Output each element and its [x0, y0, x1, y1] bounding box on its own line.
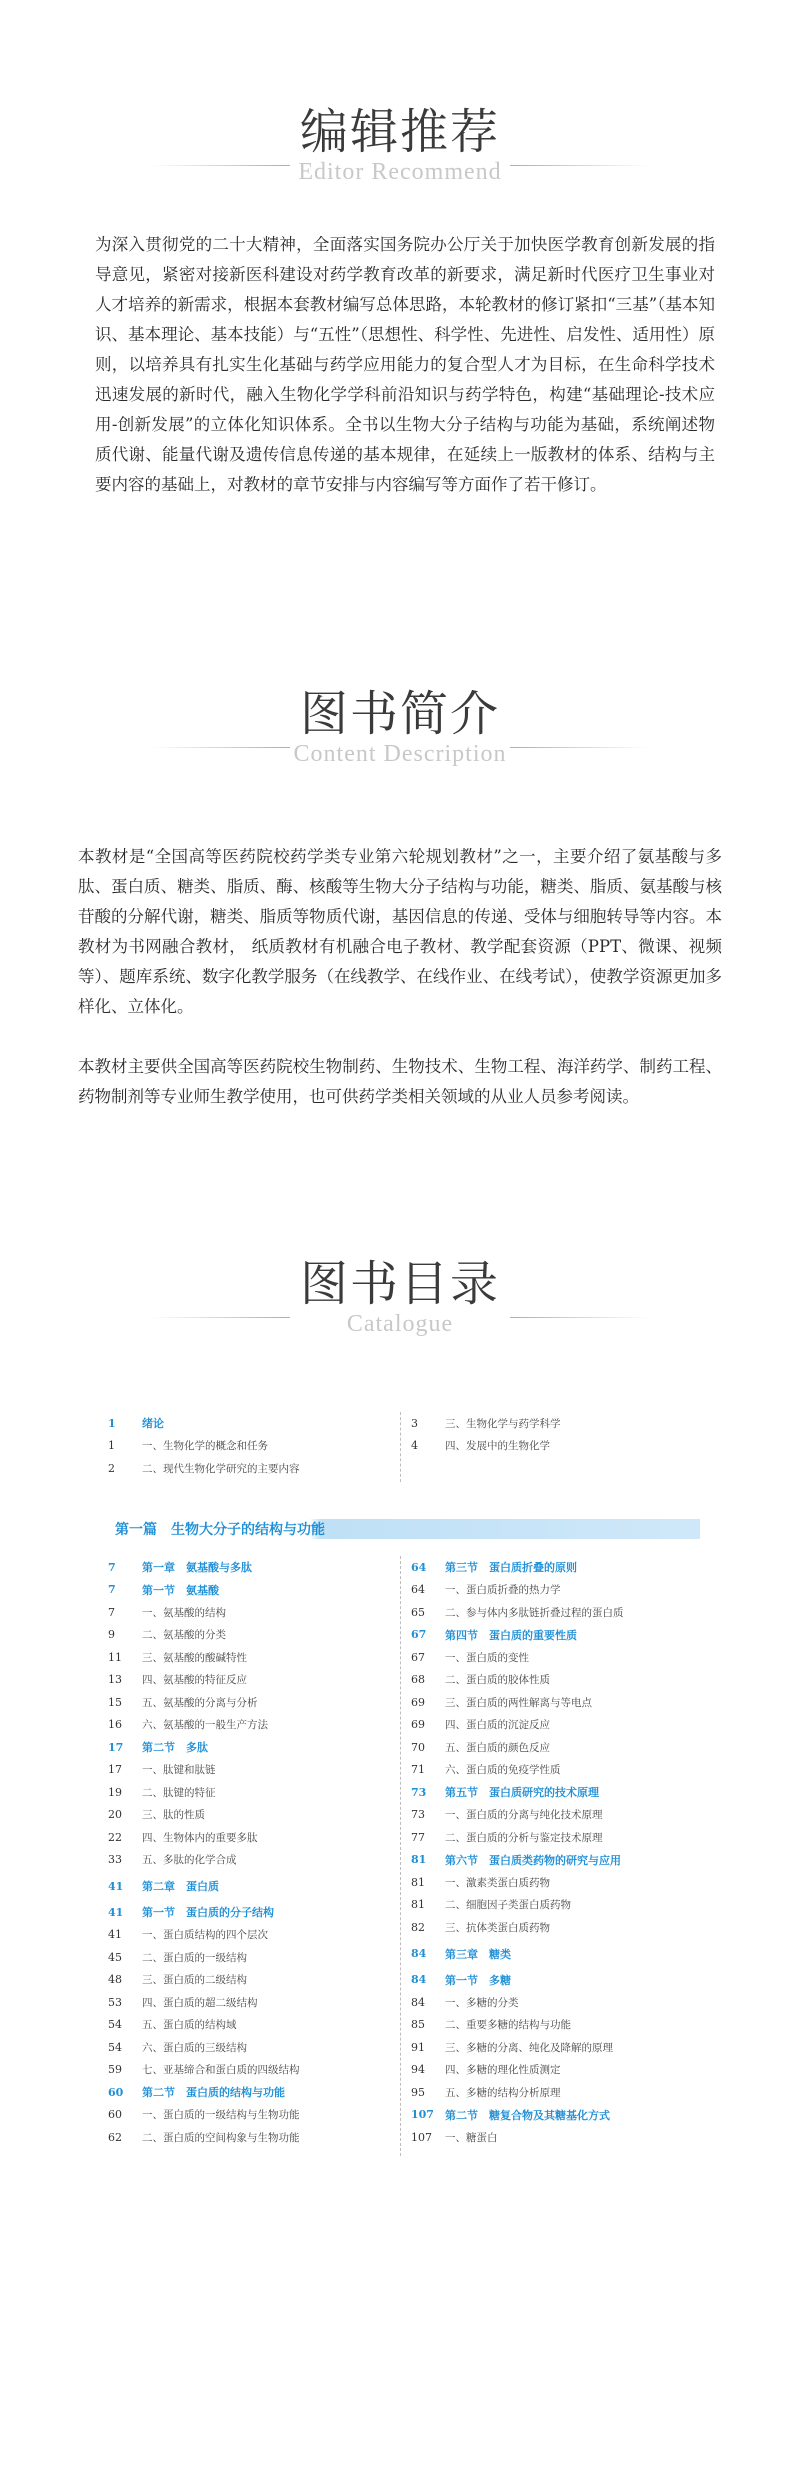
toc-page-number: 64: [411, 1560, 427, 1574]
editor-divider-left: [150, 165, 290, 166]
toc-entry: [411, 2126, 700, 2149]
toc-page-number: 2: [108, 1461, 115, 1475]
toc-page-number: 53: [108, 1995, 122, 2009]
toc-page-number: 94: [411, 2063, 425, 2077]
editor-header: [0, 104, 800, 185]
toc-entry-text: 四、蛋白质的超二级结构: [142, 1996, 258, 2009]
toc-entry-text: 第二节 多肽: [142, 1741, 208, 1755]
toc-page-number: 107: [411, 2130, 432, 2144]
toc-page-number: 17: [108, 1740, 124, 1754]
toc-entry-text: 四、生物体内的重要多肽: [142, 1831, 258, 1844]
toc-page-number: 41: [108, 1879, 124, 1893]
toc-entry-text: 第一节 蛋白质的分子结构: [142, 1906, 274, 1920]
toc-page-number: 81: [411, 1853, 427, 1867]
toc-entry-text: 三、肽的性质: [142, 1809, 205, 1822]
toc-entry: [108, 2104, 383, 2127]
toc-entry: [108, 1826, 383, 1849]
toc-entry-text: 第四节 蛋白质的重要性质: [445, 1628, 577, 1642]
toc-entry: [411, 2081, 700, 2104]
toc-page-number: 60: [108, 2085, 124, 2099]
toc-entry-text: 一、生物化学的概念和任务: [142, 1440, 268, 1453]
catalogue-toc-right: [411, 1556, 700, 2149]
catalogue-divider-left: [150, 1317, 290, 1318]
toc-heading-entry: [108, 1901, 383, 1924]
toc-page-number: 7: [108, 1560, 116, 1574]
toc-page-number: 68: [411, 1673, 425, 1687]
toc-entry: [411, 1826, 700, 1849]
toc-heading-entry: [411, 1781, 700, 1804]
toc-entry: [411, 1579, 700, 1602]
toc-entry-text: 二、肽键的特征: [142, 1786, 216, 1799]
toc-page-number: 82: [411, 1920, 425, 1934]
toc-entry-text: 五、蛋白质的颜色反应: [445, 1741, 550, 1754]
toc-heading-entry: [108, 1556, 383, 1579]
toc-entry: [411, 2036, 700, 2059]
intro-column-divider: [400, 1412, 401, 1482]
toc-entry: [411, 1736, 700, 1759]
content-text-2: 本教材主要供全国高等医药院校生物制药、生物技术、生物工程、海洋药学、制药工程、药物制剂等专业师生教学使用，也可供药学类相关领域的从业人员参考阅读。: [78, 1057, 722, 1106]
toc-entry-text: 一、蛋白质结构的四个层次: [142, 1929, 268, 1942]
toc-page-number: 85: [411, 2018, 425, 2032]
toc-entry: [411, 1991, 700, 2014]
toc-column-divider: [400, 1556, 401, 2156]
toc-page-number: 81: [411, 1898, 425, 1912]
toc-page-number: 84: [411, 1973, 427, 1987]
toc-entry-text: 二、重要多糖的结构与功能: [445, 2019, 571, 2032]
toc-entry-text: 一、蛋白质的一级结构与生物功能: [142, 2109, 300, 2122]
toc-entry-text: 三、蛋白质的二级结构: [142, 1974, 247, 1987]
toc-page-number: 54: [108, 2040, 122, 2054]
toc-entry: [411, 1601, 700, 1624]
toc-entry-text: 五、多肽的化学合成: [142, 1854, 237, 1867]
editor-title: 编辑推荐: [299, 104, 500, 160]
toc-entry-text: 第三章 糖类: [445, 1947, 511, 1961]
toc-entry-text: 第一节 多糖: [445, 1973, 511, 1987]
toc-page-number: 71: [411, 1763, 425, 1777]
toc-entry-text: 五、多糖的结构分析原理: [445, 2086, 561, 2099]
toc-entry-text: 二、现代生物化学研究的主要内容: [142, 1462, 300, 1475]
toc-entry: [411, 2059, 700, 2082]
toc-entry-text: 一、多糖的分类: [445, 1996, 519, 2009]
toc-entry: [411, 1669, 700, 1692]
toc-page-number: 15: [108, 1695, 122, 1709]
toc-page-number: 84: [411, 1995, 425, 2009]
toc-entry-text: 一、激素类蛋白质药物: [445, 1876, 550, 1889]
toc-entry: [108, 1435, 383, 1458]
toc-entry: [108, 1969, 383, 1992]
toc-entry-text: 三、蛋白质的两性解离与等电点: [445, 1696, 592, 1709]
toc-entry-text: 二、蛋白质的一级结构: [142, 1951, 247, 1964]
toc-entry-text: 第二节 糖复合物及其糖基化方式: [445, 2108, 610, 2122]
toc-page-number: 67: [411, 1650, 425, 1664]
toc-entry-text: 三、多糖的分离、纯化及降解的原理: [445, 2041, 613, 2054]
content-title: 图书简介: [299, 686, 500, 742]
toc-entry-text: 第一章 氨基酸与多肽: [142, 1561, 252, 1575]
toc-heading-entry: [411, 1969, 700, 1992]
part-title: 第一篇 生物大分子的结构与功能: [115, 1522, 325, 1538]
toc-entry-text: 第五节 蛋白质研究的技术原理: [445, 1786, 599, 1800]
toc-entry-text: 五、蛋白质的结构域: [142, 2019, 237, 2032]
toc-entry-text: 五、氨基酸的分离与分析: [142, 1696, 258, 1709]
toc-heading-entry: [108, 1412, 383, 1435]
toc-page-number: 48: [108, 1973, 122, 1987]
toc-entry: [108, 1457, 383, 1480]
toc-page-number: 41: [108, 1905, 124, 1919]
content-subtitle: Content Description: [293, 741, 507, 767]
toc-entry-text: 第二章 蛋白质: [142, 1880, 219, 1893]
toc-entry-text: 四、蛋白质的沉淀反应: [445, 1719, 550, 1732]
toc-page-number: 13: [108, 1673, 122, 1687]
toc-page-number: 73: [411, 1808, 425, 1822]
toc-entry: [411, 2014, 700, 2037]
toc-entry: [411, 1691, 700, 1714]
toc-entry: [108, 1991, 383, 2014]
toc-entry: [411, 1759, 700, 1782]
toc-page-number: 70: [411, 1740, 425, 1754]
toc-entry-text: 一、肽键和肽链: [142, 1764, 216, 1777]
toc-entry-text: 六、蛋白质的三级结构: [142, 2041, 247, 2054]
toc-heading-entry: [411, 1939, 700, 1969]
toc-page-number: 81: [411, 1875, 425, 1889]
toc-page-number: 84: [411, 1947, 427, 1960]
toc-page-number: 107: [411, 2108, 434, 2122]
editor-divider-right: [510, 165, 650, 166]
toc-entry: [108, 1669, 383, 1692]
toc-entry: [108, 1849, 383, 1872]
toc-entry-text: 四、多糖的理化性质测定: [445, 2064, 561, 2077]
toc-heading-entry: [108, 1871, 383, 1901]
toc-entry: [411, 1894, 700, 1917]
toc-heading-entry: [411, 1556, 700, 1579]
catalogue-divider-right: [510, 1317, 650, 1318]
toc-page-number: 17: [108, 1763, 122, 1777]
toc-page-number: 20: [108, 1808, 122, 1822]
toc-entry: [108, 1601, 383, 1624]
toc-page-number: 67: [411, 1628, 427, 1642]
toc-entry: [411, 1646, 700, 1669]
toc-entry-text: 六、蛋白质的免疫学性质: [445, 1764, 561, 1777]
toc-page-number: 54: [108, 2018, 122, 2032]
content-text-1: 本教材是“全国高等医药院校药学类专业第六轮规划教材”之一，主要介绍了氨基酸与多肽、蛋白质、糖类、脂质、酶、核酸等生物大分子结构与功能，糖类、脂质、氨基酸与核苷酸的分解代谢，糖类、脂质等物质代谢，基因信息的传递、受体与细胞转导等内容。本教材为书网融合教材， 纸质教材有机融合电子教材、教学配套资源（PPT、微课、视频等）、题库系统、数字化教学服务（在线教学、在线作业、在线考试），使教学资源更加多样化、立体化。: [78, 847, 722, 1016]
toc-entry-text: 三、抗体类蛋白质药物: [445, 1921, 550, 1934]
toc-entry-text: 一、蛋白质的分离与纯化技术原理: [445, 1809, 603, 1822]
toc-page-number: 60: [108, 2108, 122, 2122]
toc-entry-text: 四、氨基酸的特征反应: [142, 1674, 247, 1687]
toc-heading-entry: [108, 2081, 383, 2104]
toc-entry: [108, 1924, 383, 1947]
toc-entry-text: 二、蛋白质的空间构象与生物功能: [142, 2131, 300, 2144]
toc-entry: [411, 1412, 700, 1435]
toc-entry: [411, 1804, 700, 1827]
toc-page-number: 7: [108, 1605, 115, 1619]
toc-page-number: 69: [411, 1718, 425, 1732]
toc-entry-text: 二、氨基酸的分类: [142, 1629, 226, 1642]
catalogue-toc-left: [108, 1556, 383, 2149]
toc-entry: [108, 1804, 383, 1827]
toc-entry-text: 二、参与体内多肽链折叠过程的蛋白质: [445, 1606, 624, 1619]
toc-page-number: 64: [411, 1583, 425, 1597]
toc-page-number: 4: [411, 1439, 418, 1453]
catalogue-intro-right: [411, 1412, 700, 1457]
toc-entry-text: 三、生物化学与药学科学: [445, 1417, 561, 1430]
catalogue-title: 图书目录: [299, 1256, 500, 1312]
toc-entry: [108, 2036, 383, 2059]
catalogue-intro: [108, 1412, 700, 1487]
toc-page-number: 59: [108, 2063, 122, 2077]
toc-entry-text: 二、细胞因子类蛋白质药物: [445, 1899, 571, 1912]
toc-entry-text: 一、氨基酸的结构: [142, 1606, 226, 1619]
toc-page-number: 77: [411, 1830, 425, 1844]
content-header: [0, 686, 800, 767]
toc-entry-text: 第三节 蛋白质折叠的原则: [445, 1561, 577, 1575]
toc-page-number: 11: [108, 1650, 122, 1664]
toc-entry-text: 一、蛋白质的变性: [445, 1651, 529, 1664]
toc-entry: [108, 1646, 383, 1669]
toc-entry: [108, 2014, 383, 2037]
content-divider-right: [510, 747, 650, 748]
toc-heading-entry: [108, 1736, 383, 1759]
toc-page-number: 65: [411, 1605, 425, 1619]
toc-entry: [108, 1624, 383, 1647]
toc-page-number: 41: [108, 1928, 122, 1942]
toc-entry-text: 第二节 蛋白质的结构与功能: [142, 2086, 285, 2100]
editor-subtitle: Editor Recommend: [298, 159, 502, 185]
toc-entry-text: 绪论: [142, 1417, 164, 1431]
toc-page-number: 33: [108, 1853, 122, 1867]
toc-entry: [108, 1714, 383, 1737]
toc-entry-text: 一、蛋白质折叠的热力学: [445, 1584, 561, 1597]
toc-heading-entry: [411, 1624, 700, 1647]
toc-page-number: 1: [108, 1416, 116, 1430]
toc-page-number: 16: [108, 1718, 122, 1732]
content-divider-left: [150, 747, 290, 748]
toc-page-number: 69: [411, 1695, 425, 1709]
toc-page-number: 1: [108, 1439, 115, 1453]
toc-page-number: 45: [108, 1950, 122, 1964]
toc-page-number: 19: [108, 1785, 122, 1799]
toc-entry-text: 一、糖蛋白: [445, 2131, 498, 2144]
toc-entry: [108, 1946, 383, 1969]
catalogue-subtitle: Catalogue: [346, 1311, 454, 1337]
toc-page-number: 73: [411, 1785, 427, 1799]
toc-heading-entry: [411, 1849, 700, 1872]
toc-entry: [411, 1714, 700, 1737]
toc-entry: [108, 1691, 383, 1714]
toc-page-number: 91: [411, 2040, 425, 2054]
toc-page-number: 62: [108, 2130, 122, 2144]
toc-entry: [411, 1435, 700, 1458]
toc-heading-entry: [411, 2104, 700, 2127]
toc-entry: [411, 1916, 700, 1939]
toc-entry: [108, 1781, 383, 1804]
toc-page-number: 22: [108, 1830, 122, 1844]
toc-page-number: 95: [411, 2085, 425, 2099]
catalogue-intro-left: [108, 1412, 383, 1480]
toc-entry-text: 二、蛋白质的分析与鉴定技术原理: [445, 1831, 603, 1844]
toc-entry-text: 四、发展中的生物化学: [445, 1440, 550, 1453]
toc-entry-text: 六、氨基酸的一般生产方法: [142, 1719, 268, 1732]
toc-page-number: 3: [411, 1416, 418, 1430]
editor-text: 为深入贯彻党的二十大精神，全面落实国务院办公厅关于加快医学教育创新发展的指导意见，紧密对接新医科建设对药学教育改革的新要求，满足新时代医疗卫生事业对人才培养的新需求，根据本套教材编写总体思路，本轮教材的修订紧扣“三基”（基本知识、基本理论、基本技能）与“五性”（思想性、科学性、先进性、启发性、适用性）原则，以培养具有扎实生化基础与药学应用能力的复合型人才为目标，在生命科学技术迅速发展的新时代，融入生物化学学科前沿知识与药学特色，构建“基础理论-技术应用-创新发展”的立体化知识体系。全书以生物大分子结构与功能为基础，系统阐述物质代谢、能量代谢及遗传信息传递的基本规律，在延续上一版教材的体系、结构与主要内容的基础上，对教材的章节安排与内容编写等方面作了若干修订。: [95, 235, 715, 494]
toc-heading-entry: [108, 1579, 383, 1602]
toc-page-number: 9: [108, 1628, 115, 1642]
catalogue-toc: [108, 1556, 700, 2176]
toc-entry: [411, 1871, 700, 1894]
toc-entry-text: 第六节 蛋白质类药物的研究与应用: [445, 1853, 621, 1867]
toc-entry: [108, 1759, 383, 1782]
toc-entry: [108, 2126, 383, 2149]
toc-entry: [108, 2059, 383, 2082]
toc-entry-text: 七、亚基缔合和蛋白质的四级结构: [142, 2064, 300, 2077]
catalogue-header: [0, 1256, 800, 1337]
toc-page-number: 7: [108, 1583, 116, 1597]
toc-entry-text: 三、氨基酸的酸碱特性: [142, 1651, 247, 1664]
toc-entry-text: 第一节 氨基酸: [142, 1583, 219, 1597]
toc-entry-text: 二、蛋白质的胶体性质: [445, 1674, 550, 1687]
